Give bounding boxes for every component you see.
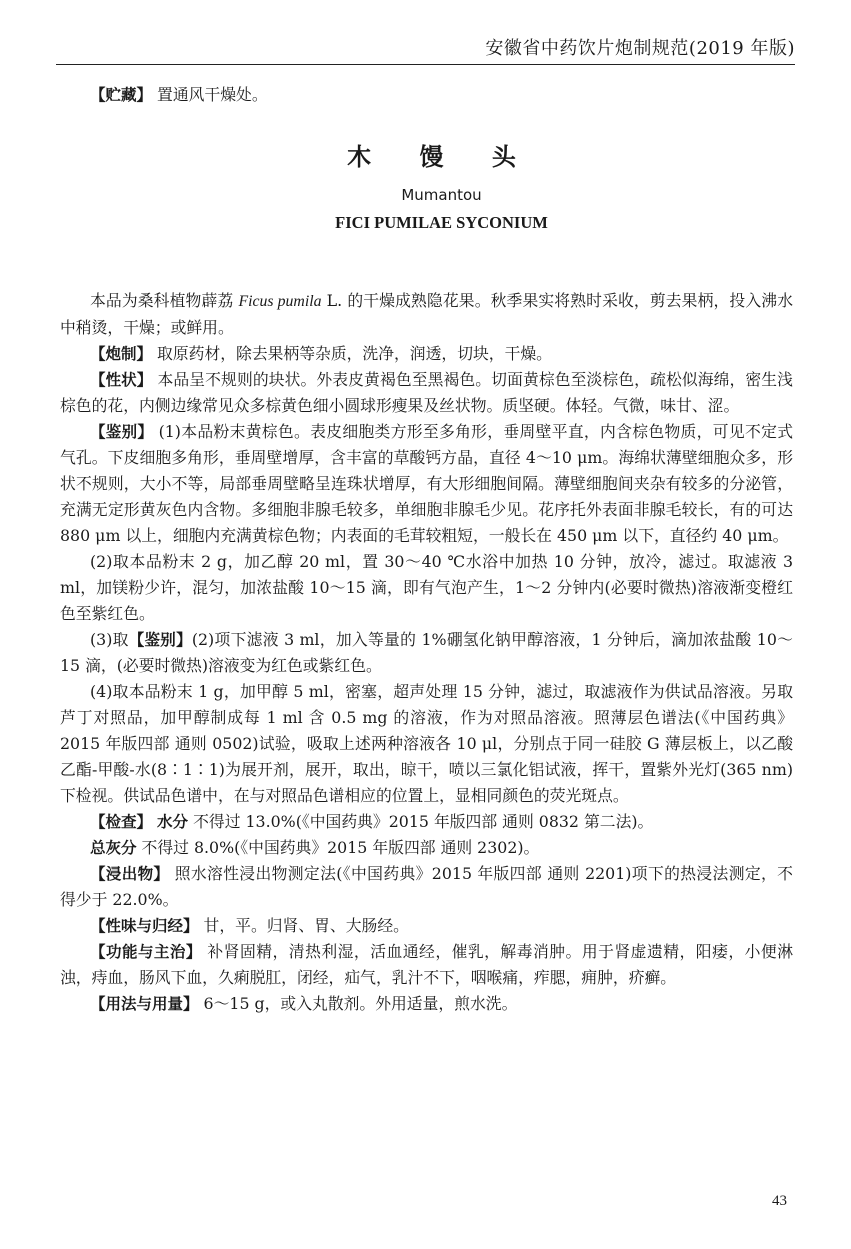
moisture-text: 不得过 13.0%(《中国药典》2015 年版四部 通则 0832 第二法)。 bbox=[193, 812, 654, 831]
monograph-title: 木 馒 头 bbox=[347, 143, 536, 171]
function-text: 补肾固精，清热利湿，活血通经，催乳，解毒消肿。用于肾虚遗精，阳痿，小便淋浊，痔血，肠风下血，久痢脱肛，闭经，疝气，乳汁不下，咽喉痛，痄腮，痈肿，疥癣。 bbox=[60, 942, 793, 987]
usage-section bbox=[90, 991, 793, 1017]
inspection-ash bbox=[90, 835, 793, 861]
identification-p4 bbox=[60, 679, 793, 809]
character-text: 本品呈不规则的块状。外表皮黄褐色至黑褐色。切面黄棕色至淡棕色，疏松似海绵，密生浅棕色的花，内侧边缘常见众多棕黄色细小圆球形瘦果及丝状物。质坚硬。体轻。气微，味甘、涩。 bbox=[60, 370, 793, 415]
nature-label: 【性味与归经】 bbox=[90, 917, 199, 935]
inspection-label: 【检查】 bbox=[90, 813, 153, 831]
nature-section bbox=[90, 913, 793, 939]
inspection-moisture bbox=[90, 809, 793, 835]
header-rule bbox=[56, 64, 795, 65]
intro-text-b: L. 的干燥成熟隐花果。秋季果实将熟时采收，剪去果柄，投入沸水中稍烫，干燥；或鲜用。 bbox=[60, 291, 793, 337]
function-section bbox=[60, 939, 793, 991]
identification-p4-text: (4)取本品粉末 1 g，加甲醇 5 ml，密塞，超声处理 15 分钟，滤过，取滤液作为供试品溶液。另取芦丁对照品，加甲醇制成每 1 ml 含 0.5 mg 的溶液，作为对照品溶液。照薄层色谱法(《中国药典》2015 年版四部 通则 0502)试验，吸取上述两种溶液各 10 μl，分别点于同一硅胶 G 薄层板上，以乙酸乙酯-甲酸-水(8∶1∶1)为展开剂，展开，取出，晾干，喷以三氯化铝试液，挥干，置紫外光灯(365 nm)下检视。供试品色谱中，在与对照品色谱相应的位置上，显相同颜色的荧光斑点。 bbox=[60, 682, 793, 805]
latin-species-name: Ficus pumila bbox=[238, 293, 322, 310]
usage-label: 【用法与用量】 bbox=[90, 995, 199, 1013]
page-content bbox=[60, 82, 793, 1017]
identification-p1-text: (1)本品粉末黄棕色。表皮细胞类方形至多角形，垂周壁平直，内含棕色物质，可见不定式气孔。下皮细胞多角形，垂周壁增厚，含丰富的草酸钙方晶，直径 4～10 μm。海绵状薄壁细胞众多，形状不规则，大小不等，局部垂周壁略呈连珠状增厚，有大形细胞间隔。薄壁细胞间夹杂有较多的分泌管，充满无定形黄灰色内含物。多细胞非腺毛较多，单细胞非腺毛少见。花序托外表面非腺毛较长，有的可达 880 μm 以上，细胞内充满黄棕色物；内表面的毛茸较粗短，一般长在 450 μm 以下，直径约 40 μm。 bbox=[60, 422, 793, 545]
running-header: 安徽省中药饮片炮制规范(2019 年版) bbox=[485, 38, 795, 59]
ash-label: 总灰分 bbox=[90, 839, 137, 857]
identification-label: 【鉴别】 bbox=[90, 423, 154, 441]
identification-p3-text-b: (2)项下滤液 3 ml，加入等量的 1%硼氢化钠甲醇溶液，1 分钟后，滴加浓盐酸 10～15 滴，(必要时微热)溶液变为红色或紫红色。 bbox=[60, 630, 793, 675]
intro-paragraph bbox=[60, 288, 793, 341]
processing-label: 【炮制】 bbox=[90, 345, 153, 363]
identification-p3-ref-label: 【鉴别】 bbox=[128, 631, 192, 649]
storage-text: 置通风干燥处。 bbox=[157, 85, 268, 104]
monograph-pinyin: Mumantou bbox=[401, 186, 482, 204]
intro-text-a: 本品为桑科植物薜荔 bbox=[90, 291, 239, 310]
identification-p1 bbox=[60, 419, 793, 549]
character-section bbox=[60, 367, 793, 419]
storage-label: 【贮藏】 bbox=[90, 86, 153, 104]
character-label: 【性状】 bbox=[90, 371, 153, 389]
moisture-label: 水分 bbox=[157, 813, 189, 831]
extract-text: 照水溶性浸出物测定法(《中国药典》2015 年版四部 通则 2201)项下的热浸法测定，不得少于 22.0%。 bbox=[60, 864, 793, 909]
processing-text: 取原药材，除去果柄等杂质，洗净，润透，切块，干燥。 bbox=[157, 344, 552, 363]
extract-label: 【浸出物】 bbox=[90, 865, 170, 883]
identification-p2-text: (2)取本品粉末 2 g，加乙醇 20 ml，置 30～40 ℃水浴中加热 10 分钟，放冷，滤过。取滤液 3 ml，加镁粉少许，混匀，加浓盐酸 10～15 滴，即有气泡产生，1～2 分钟内(必要时微热)溶液渐变橙红色至紫红色。 bbox=[60, 552, 793, 623]
processing-section bbox=[90, 341, 793, 367]
identification-p3-text-a: (3)取 bbox=[90, 630, 129, 649]
ash-text: 不得过 8.0%(《中国药典》2015 年版四部 通则 2302)。 bbox=[141, 838, 540, 857]
extract-section bbox=[60, 861, 793, 913]
identification-p2 bbox=[60, 549, 793, 627]
storage-section bbox=[90, 82, 793, 108]
nature-text: 甘，平。归肾、胃、大肠经。 bbox=[203, 916, 409, 935]
monograph-latin: FICI PUMILAE SYCONIUM bbox=[335, 213, 548, 232]
usage-text: 6～15 g，或入丸散剂。外用适量，煎水洗。 bbox=[203, 994, 518, 1013]
page-number: 43 bbox=[772, 1193, 787, 1209]
identification-p3 bbox=[60, 627, 793, 679]
function-label: 【功能与主治】 bbox=[90, 943, 202, 961]
